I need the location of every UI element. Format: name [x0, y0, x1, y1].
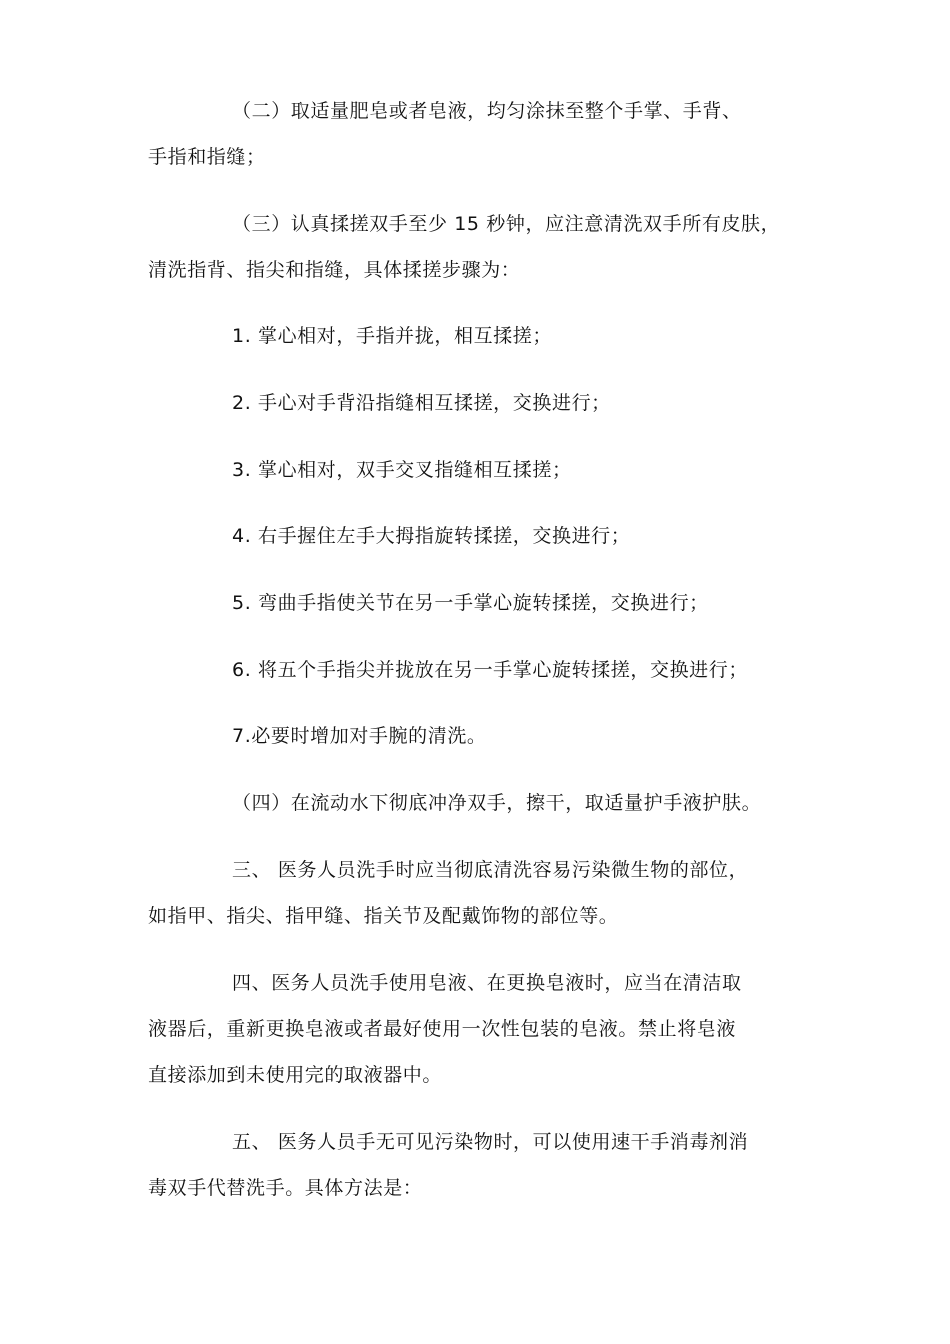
paragraph-line: （二）取适量肥皂或者皂液，均匀涂抹至整个手掌、手背、: [232, 100, 742, 122]
list-item: 7.必要时增加对手腕的清洗。: [232, 725, 487, 747]
paragraph-line: 五、 医务人员手无可见污染物时，可以使用速干手消毒剂消: [232, 1131, 749, 1153]
paragraph-line: 液器后，重新更换皂液或者最好使用一次性包装的皂液。禁止将皂液: [148, 1018, 737, 1040]
list-item: 1. 掌心相对，手指并拢，相互揉搓；: [232, 325, 552, 347]
list-item: 3. 掌心相对，双手交叉指缝相互揉搓；: [232, 459, 572, 481]
paragraph-line: 清洗指背、指尖和指缝，具体揉搓步骤为：: [148, 259, 521, 281]
list-item: 6. 将五个手指尖并拢放在另一手掌心旋转揉搓，交换进行；: [232, 659, 748, 681]
paragraph-line: 四、医务人员洗手使用皂液、在更换皂液时，应当在清洁取: [232, 972, 742, 994]
list-item: 4. 右手握住左手大拇指旋转揉搓，交换进行；: [232, 525, 631, 547]
paragraph-line: 三、 医务人员洗手时应当彻底清洗容易污染微生物的部位，: [232, 859, 749, 881]
list-item: 2. 手心对手背沿指缝相互揉搓，交换进行；: [232, 392, 611, 414]
list-item: 5. 弯曲手指使关节在另一手掌心旋转揉搓，交换进行；: [232, 592, 709, 614]
paragraph-line: （四）在流动水下彻底冲净双手，擦干，取适量护手液护肤。: [232, 792, 762, 814]
paragraph-line: 毒双手代替洗手。具体方法是：: [148, 1177, 423, 1199]
paragraph-line: 如指甲、指尖、指甲缝、指关节及配戴饰物的部位等。: [148, 905, 619, 927]
paragraph-line: 直接添加到未使用完的取液器中。: [148, 1064, 443, 1086]
paragraph-line: 手指和指缝；: [148, 146, 266, 168]
paragraph-line: （三）认真揉搓双手至少 15 秒钟，应注意清洗双手所有皮肤，: [232, 213, 781, 235]
